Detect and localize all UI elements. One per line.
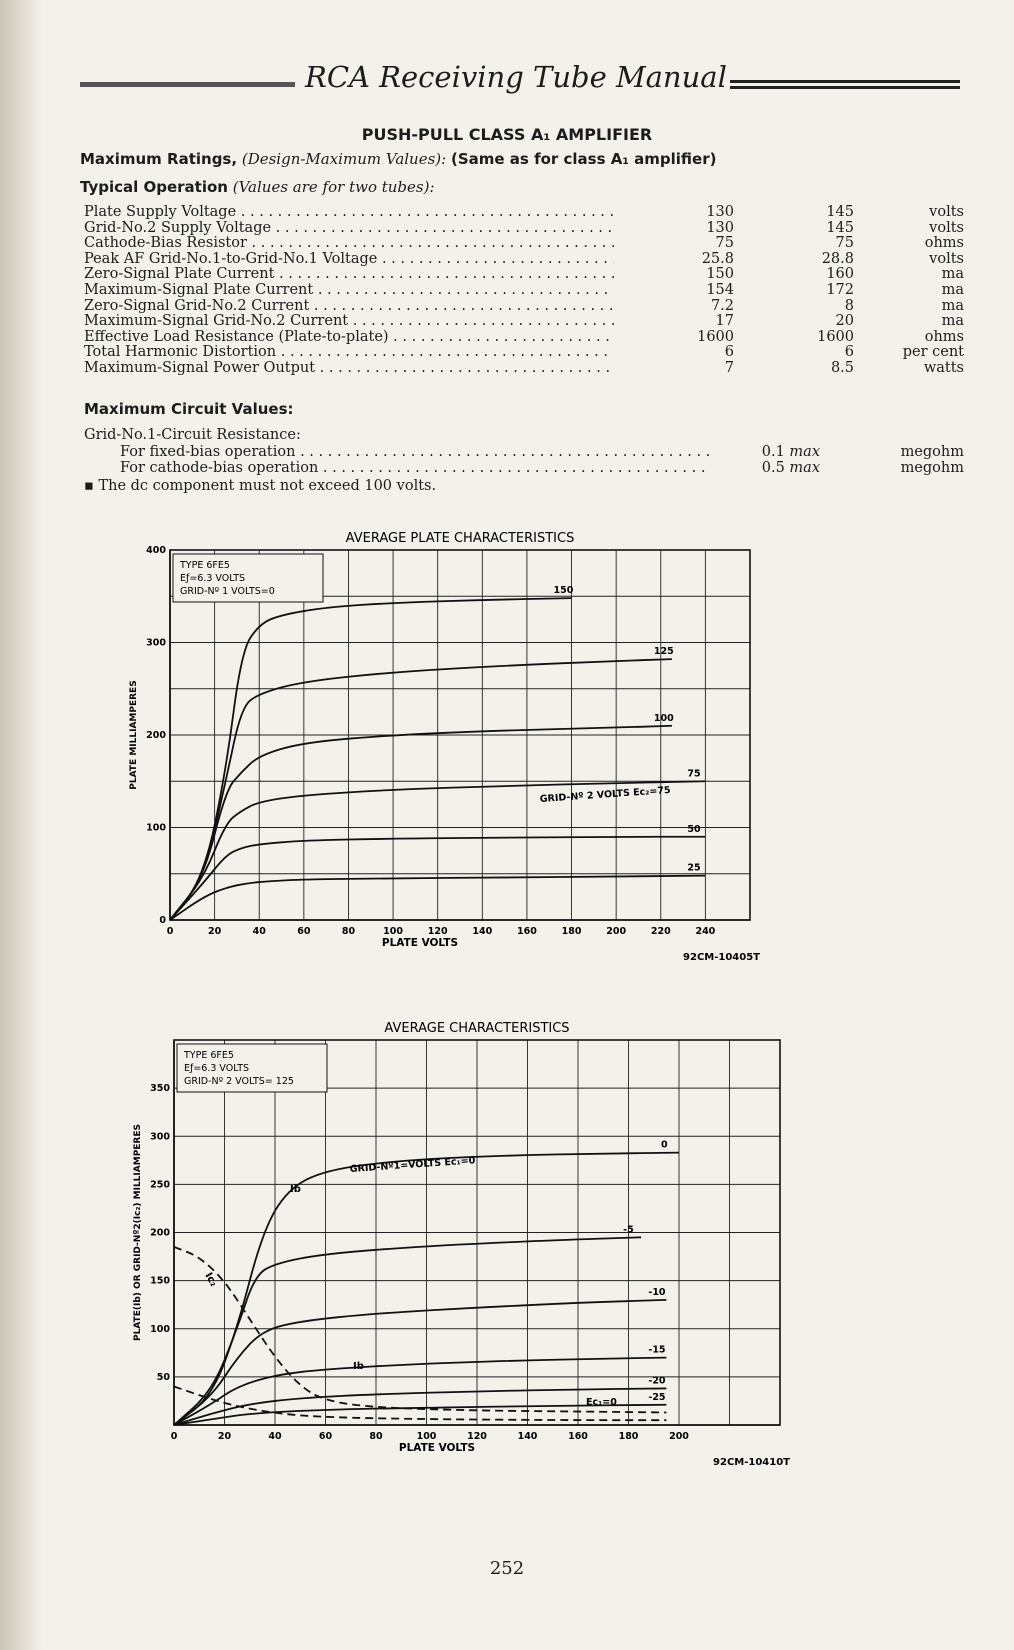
typical-row [84,204,964,221]
x-axis-label: PLATE VOLTS [381,937,459,949]
typical-row-unit: volts [929,204,964,220]
series-curve [170,726,672,920]
typical-row-value-1: 17 [715,313,734,330]
y-tick-label: 300 [150,1131,170,1143]
figure-code: 92CM-10405T [683,952,760,963]
typical-row-label: Zero-Signal Plate Current . . . [84,266,614,283]
info-line: TYPE 6FE5 [184,1050,234,1061]
footnote-text: The dc component must not exceed 100 volts. [98,478,437,494]
typical-row-value-2: 20 [835,313,854,330]
ec1-dashed-annotation: Ec₁=0 [586,1397,617,1408]
typical-row-unit: ma [941,282,964,298]
ic2-label: Ic₂ [202,1271,219,1289]
x-tick-label: 180 [561,926,582,937]
typical-row-value-2: 28.8 [821,250,854,267]
typical-operation-label: Typical Operation [80,178,228,196]
series-label: 0 [661,1139,668,1151]
circuit-row [120,444,964,461]
typical-row-label: Maximum-Signal Plate Current . . . [84,282,614,299]
ec1-zero-annotation: GRID-Nº1=VOLTS Ec₁=0 [349,1155,476,1175]
x-tick-label: 160 [517,926,537,937]
typical-row-value-2: 145 [826,204,854,220]
typical-row-value-1: 6 [724,344,734,361]
typical-row-label: Plate Supply Voltage . . . [84,204,614,221]
x-tick-label: 220 [650,926,671,937]
circuit-row-label: For cathode-bias operation . . . [120,460,710,477]
x-tick-label: 0 [170,1431,178,1442]
typical-row-label: Grid-No.2 Supply Voltage . . . [84,220,614,237]
typical-row-unit: volts [929,219,964,236]
x-axis-label: PLATE VOLTS [398,1442,476,1454]
typical-row [84,360,964,377]
x-tick-label: 140 [517,1431,538,1442]
typical-row-value-1: 130 [706,204,734,220]
circuit-row-value [740,460,820,477]
typical-row-value-1: 75 [715,235,734,252]
y-tick-label: 0 [159,915,166,926]
section-title: PUSH-PULL CLASS A₁ AMPLIFIER [361,125,653,144]
average-characteristics-chart [110,1020,870,1480]
circuit-value-number: 0.5 [761,460,790,476]
typical-row-unit: ma [941,297,964,314]
typical-row-unit: ma [941,266,964,283]
typical-row-value-1: 7 [724,360,734,376]
typical-operation-line [80,178,435,196]
y-axis-label: PLATE(Ib) OR GRID-Nº2(Ic₂) MILLIAMPERES [133,1124,143,1341]
typical-row [84,251,964,268]
max-ratings-line [80,150,716,168]
info-line: Eƒ=6.3 VOLTS [180,573,246,584]
x-tick-label: 120 [467,1431,487,1442]
y-tick-label: 200 [150,1227,170,1239]
series-label: 150 [553,585,574,597]
y-tick-label: 200 [146,730,166,741]
series-curve [174,1237,641,1425]
circuit-values-label: Maximum Circuit Values: [84,400,294,418]
y-tick-label: 350 [150,1083,170,1095]
series-label: 125 [653,646,674,658]
x-tick-label: 200 [606,926,627,937]
typical-row-value-1: 130 [706,219,734,236]
circuit-row-unit: megohm [900,460,964,476]
circuit-row-label: For fixed-bias operation . . . [120,444,710,461]
typical-row [84,313,964,330]
typical-row-unit: watts [923,360,964,376]
typical-row-label: Zero-Signal Grid-No.2 Current . . . [84,298,614,315]
header-rule-right [730,80,960,89]
y-tick-label: 50 [156,1371,170,1383]
typical-row [84,266,964,283]
x-tick-label: 80 [369,1431,383,1442]
plate-characteristics-chart [110,530,830,990]
x-tick-label: 20 [217,1431,232,1442]
typical-row-unit: volts [929,250,964,267]
y-tick-label: 100 [150,1323,170,1335]
grid2-annotation: GRID-Nº 2 VOLTS Ec₂=75 [539,784,671,805]
series-label: 25 [687,862,701,874]
x-tick-label: 200 [669,1431,689,1442]
info-line: GRID-Nº 1 VOLTS=0 [180,586,275,597]
series-curve [174,1247,666,1413]
x-tick-label: 100 [416,1431,437,1442]
header-rule-left [80,82,295,87]
x-tick-label: 40 [252,926,266,937]
x-tick-label: 140 [472,926,493,937]
footnote [84,478,436,494]
y-axis-label: PLATE MILLIAMPERES [129,680,139,790]
typical-row-unit: ohms [924,328,964,345]
chart-title: AVERAGE CHARACTERISTICS [384,1021,570,1036]
header-title: RCA Receiving Tube Manual [305,60,727,94]
typical-row [84,344,964,361]
typical-row [84,329,964,346]
series-label: 50 [687,823,701,835]
typical-row-label: Total Harmonic Distortion . . . [84,344,614,361]
typical-row-value-2: 8.5 [830,360,854,376]
typical-row-label: Cathode-Bias Resistor . . . [84,235,614,252]
typical-operation-italic: (Values are for two tubes): [232,178,435,196]
x-tick-label: 80 [341,926,356,937]
ib-label-upper: Ib [290,1184,301,1195]
typical-row-value-1: 150 [706,266,734,283]
typical-row [84,235,964,252]
max-ratings-label: Maximum Ratings, [80,150,238,168]
typical-row-value-2: 1600 [817,328,854,345]
typical-row-value-2: 172 [826,282,854,298]
typical-row-label: Effective Load Resistance (Plate-to-plate) . . . [84,329,614,346]
x-tick-label: 120 [427,926,448,937]
chart-title: AVERAGE PLATE CHARACTERISTICS [345,531,575,546]
x-tick-label: 0 [166,926,174,937]
circuit-value-max: max [789,444,820,460]
x-tick-label: 60 [318,1431,333,1442]
circuit-row [120,460,964,477]
x-tick-label: 60 [297,926,311,937]
info-line: Eƒ=6.3 VOLTS [184,1063,250,1074]
circuit-value-max: max [789,460,820,476]
series-label: -20 [648,1375,666,1387]
info-line: TYPE 6FE5 [180,560,230,571]
typical-row-unit: ma [941,313,964,330]
ib-label-lower: Ib [353,1361,364,1372]
figure-code: 92CM-10410T [713,1457,790,1468]
y-tick-label: 300 [146,637,166,649]
series-label: -10 [648,1286,666,1298]
x-tick-label: 160 [568,1431,588,1442]
series-label: -15 [648,1344,666,1356]
typical-row-value-1: 7.2 [710,297,734,314]
y-tick-label: 250 [150,1179,170,1191]
circuit-group-label: Grid-No.1-Circuit Resistance: [84,427,301,443]
series-label: 75 [687,768,701,780]
typical-row-value-2: 75 [835,235,854,252]
x-tick-label: 20 [207,926,222,937]
typical-row-value-2: 6 [844,344,854,361]
page-binding-shadow [0,0,42,1650]
typical-row-label: Maximum-Signal Grid-No.2 Current . . . [84,313,614,330]
y-tick-label: 400 [146,545,166,556]
typical-row-value-2: 160 [826,266,854,283]
x-tick-label: 240 [695,926,716,937]
y-tick-label: 150 [150,1275,170,1287]
info-line: GRID-Nº 2 VOLTS= 125 [184,1076,294,1087]
typical-row-value-1: 154 [706,282,734,298]
typical-row-unit: per cent [902,344,964,361]
typical-row [84,220,964,237]
typical-row-value-2: 8 [844,297,854,314]
footnote-marker: ▪ [84,478,99,494]
typical-row-unit: ohms [924,235,964,252]
series-label: -25 [648,1391,666,1403]
y-tick-label: 100 [146,822,166,834]
max-ratings-italic: (Design-Maximum Values): [241,150,447,168]
typical-row-value-1: 25.8 [701,250,734,267]
series-label: -5 [623,1224,634,1236]
running-header [80,58,960,98]
typical-row-value-2: 145 [826,219,854,236]
circuit-row-unit: megohm [900,444,964,460]
typical-row [84,298,964,315]
typical-row-label: Peak AF Grid-No.1-to-Grid-No.1 Voltage . . . [84,251,614,268]
max-ratings-rest: (Same as for class A₁ amplifier) [450,150,717,168]
x-tick-label: 40 [268,1431,282,1442]
x-tick-label: 180 [618,1431,639,1442]
typical-row-value-1: 1600 [697,328,734,345]
circuit-row-value [740,444,820,461]
x-tick-label: 100 [383,926,403,937]
typical-row-label: Maximum-Signal Power Output . . . [84,360,614,377]
circuit-value-number: 0.1 [761,444,790,460]
page-number: 252 [489,1558,525,1579]
series-label: 100 [653,712,674,724]
typical-row [84,282,964,299]
